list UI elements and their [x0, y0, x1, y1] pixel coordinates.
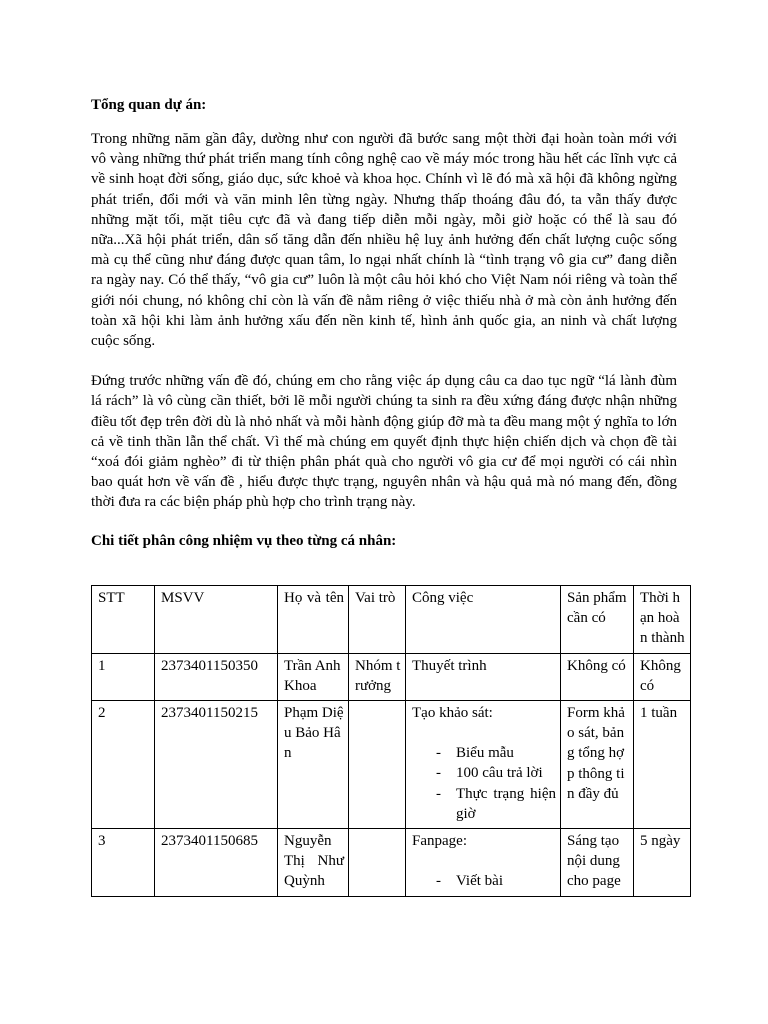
cell-name: Phạm Diệu Bảo Hân: [278, 701, 349, 829]
cell-product: Không có: [561, 653, 634, 700]
document-body: [91, 95, 677, 563]
overview-paragraph-1: Trong những năm gần đây, dường như con người đã bước sang một thời đại hoàn toàn mới với vô vàng những thứ phát triển mang tính công nghệ cao về máy móc trong hầu hết các lĩnh vực cả về sinh hoạt đời sống, giáo dục, sức khoẻ và khoa học. Chính vì lẽ đó mà xã hội đã không ngừng phát triển, đổi mới và văn minh lên từng ngày. Nhưng thấp thoáng đâu đó, ta vẫn thấy được những mặt tối, mặt tiêu cực đã và đang tiếp diễn mỗi ngày, mỗi giờ hoặc có thể là sau đó nữa...Xã hội phát triển, dân số tăng dẫn đến nhiều hệ luỵ ảnh hưởng đến chất lượng cuộc sống mà cụ thể cũng như đáng được quan tâm, lo ngại nhất chính là “tình trạng vô gia cư” đang diễn ra ngày nay. Có thể thấy, “vô gia cư” luôn là một câu hỏi khó cho Việt Nam nói riêng và toàn thể giới nói chung, nó không chỉ còn là vấn đề nằm riêng ở việc thiếu nhà ở mà còn ảnh hưởng đến toàn xã hội khi làm ảnh hưởng xấu đến nền kinh tế, hình ảnh quốc gia, an ninh và chất lượng cuộc sống.: [91, 131, 677, 350]
task-bullet-item: - 100 câu trả lời: [436, 763, 556, 783]
section-heading-assignments: Chi tiết phân công nhiệm vụ theo từng cá nhân:: [91, 532, 397, 549]
cell-role: [349, 701, 406, 829]
cell-task: Thuyết trình: [406, 653, 561, 700]
table-row: [92, 829, 691, 897]
spacer: [412, 851, 556, 871]
cell-deadline: 1 tuần: [634, 701, 691, 829]
cell-stt: 3: [92, 829, 155, 897]
cell-msvv: 2373401150350: [155, 653, 278, 700]
cell-stt: 1: [92, 653, 155, 700]
cell-product: Form khảo sát, bảng tổng hợp thông tin đầy đủ: [561, 701, 634, 829]
cell-task: [406, 701, 561, 829]
header-stt: STT: [92, 586, 155, 654]
task-bullet-item: - Viết bài: [436, 871, 556, 891]
cell-product: Sáng tạo nội dung cho page: [561, 829, 634, 897]
table-row: [92, 701, 691, 829]
spacer: [412, 723, 556, 743]
cell-name: Nguyễn Thị Như Quỳnh: [278, 829, 349, 897]
header-deadline: Thời hạn hoàn thành: [634, 586, 691, 654]
task-title: Tạo khảo sát:: [412, 705, 493, 722]
overview-paragraph-2: Đứng trước những vấn đề đó, chúng em cho rằng việc áp dụng câu ca dao tục ngữ “lá lành đùm lá rách” là vô cùng cần thiết, bởi lẽ mỗi người chúng ta sinh ra đều xứng đáng được nhận những điều tốt đẹp trên đời dù là nhỏ nhất và mỗi hành động giúp đỡ mà ta đều mang một ý nghĩa to lớn cả về tinh thần lẫn thể chất. Vì thế mà chúng em quyết định thực hiện chiến dịch và chọn đề tài “xoá đói giảm nghèo” đi từ thiện phân phát quà cho người vô gia cư để mọi người có cái nhìn bao quát hơn về vấn đề , hiểu được thực trạng, nguyên nhân và hậu quả mà nó mang đến, đồng thời đưa ra các biện pháp phù hợp cho trình trạng này.: [91, 373, 677, 511]
table-header-row: [92, 586, 691, 654]
header-msvv: MSVV: [155, 586, 278, 654]
header-name: Họ và tên: [278, 586, 349, 654]
cell-stt: 2: [92, 701, 155, 829]
section-heading-overview: Tổng quan dự án:: [91, 97, 207, 113]
header-task: Công việc: [406, 586, 561, 654]
cell-msvv: 2373401150685: [155, 829, 278, 897]
cell-deadline: 5 ngày: [634, 829, 691, 897]
task-assignment-table: [91, 585, 691, 897]
task-bullet-item: - Biểu mẫu: [436, 743, 556, 763]
cell-name: Trần Anh Khoa: [278, 653, 349, 700]
task-bullet-item: - Thực trạng hiện giờ: [436, 784, 556, 824]
cell-msvv: 2373401150215: [155, 701, 278, 829]
task-title: Fanpage:: [412, 833, 467, 850]
cell-task: [406, 829, 561, 897]
header-product: Sản phẩm cần có: [561, 586, 634, 654]
header-role: Vai trò: [349, 586, 406, 654]
cell-role: Nhóm trưởng: [349, 653, 406, 700]
table-row: [92, 653, 691, 700]
cell-role: [349, 829, 406, 897]
cell-deadline: Không có: [634, 653, 691, 700]
task-bullet-list: [412, 871, 556, 891]
task-bullet-list: [412, 743, 556, 824]
